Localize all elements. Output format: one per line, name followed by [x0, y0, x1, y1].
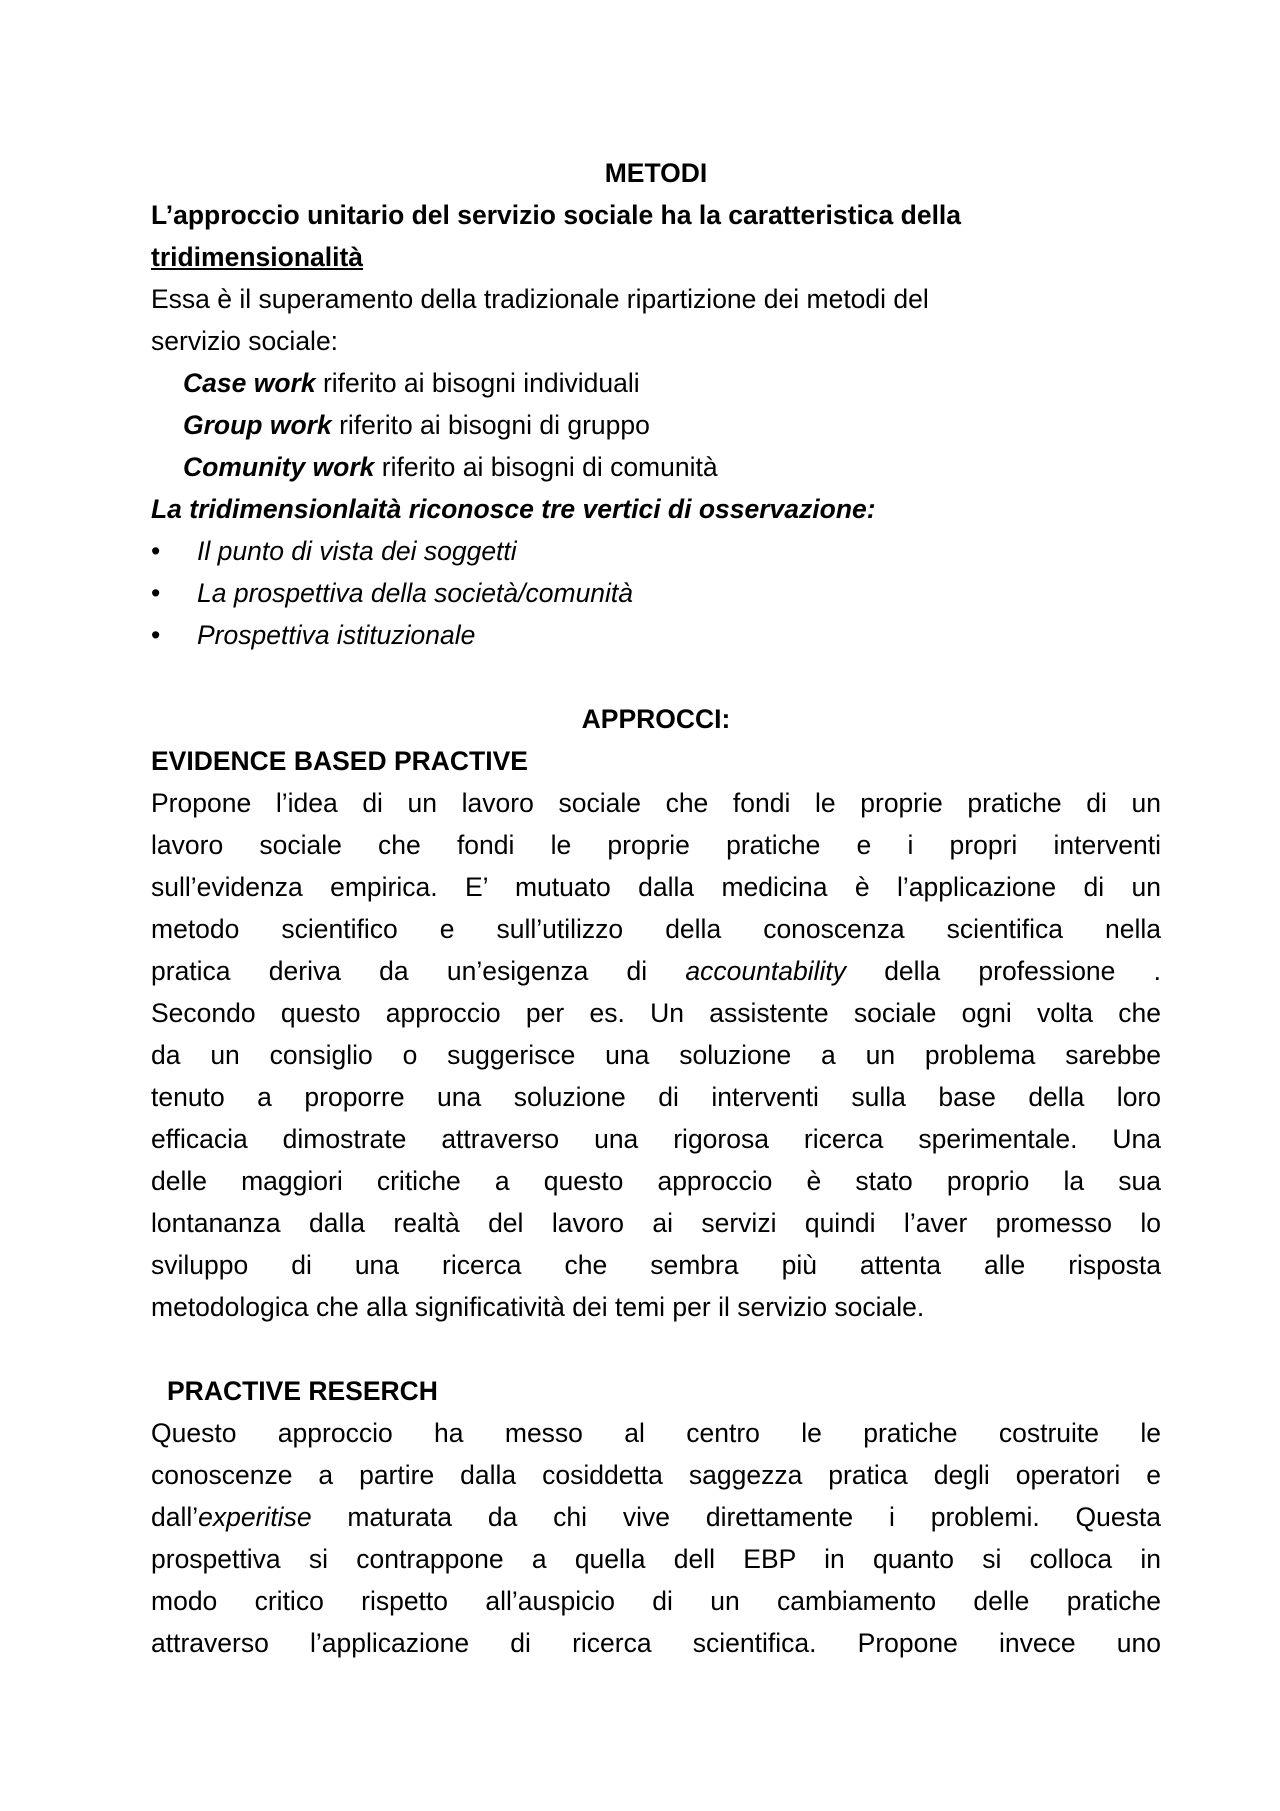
para1-line-1: Essa è il superamento della tradizionale ripartizione dei metodi del — [151, 284, 929, 314]
bullet-text: La prospettiva della società/comunità — [197, 578, 634, 608]
ebp-line: tenuto a proporre una soluzione di interventi sulla base della loro — [151, 1082, 1161, 1112]
ebp-line: delle maggiori critiche a questo approccio è stato proprio la sua — [151, 1166, 1161, 1196]
ebp-line: lavoro sociale che fondi le proprie pratiche e i propri interventi — [151, 830, 1161, 860]
pr-line: prospettiva si contrappone a quella dell EBP in quanto si colloca in — [151, 1544, 1161, 1574]
ebp-line: efficacia dimostrate attraverso una rigorosa ricerca sperimentale. Una — [151, 1124, 1161, 1154]
tridim-heading: La tridimensionlaità riconosce tre vertici di osservazione: — [151, 494, 876, 524]
spacer — [151, 1328, 1161, 1370]
ebp-line: sull’evidenza empirica. E’ mutuato dalla medicina è l’applicazione di un — [151, 872, 1161, 902]
pr-line: Questo approccio ha messo al centro le pratiche costruite le — [151, 1418, 1161, 1448]
ebp-line-5-head: pratica deriva da un’esigenza di — [151, 956, 686, 986]
spacer — [151, 656, 1161, 698]
ebp-paragraph — [151, 782, 1161, 1328]
para1-line-2: servizio sociale: — [151, 326, 339, 356]
method-term: Comunity work — [183, 452, 375, 482]
method-term: Group work — [183, 410, 332, 440]
bullet-icon: • — [151, 578, 161, 608]
document-page — [151, 152, 1161, 1664]
pr-line-3-tail: maturata da chi vive direttamente i problemi. Questa — [311, 1502, 1161, 1532]
method-desc: riferito ai bisogni di comunità — [374, 452, 718, 482]
bullet-text: Prospettiva istituzionale — [197, 620, 476, 650]
pr-paragraph — [151, 1412, 1161, 1664]
pr-line: modo critico rispetto all’auspicio di un cambiamento delle pratiche — [151, 1586, 1161, 1616]
intro-line-2: tridimensionalità — [151, 242, 364, 272]
ebp-line: sviluppo di una ricerca che sembra più attenta alle risposta — [151, 1250, 1161, 1280]
bullet-icon: • — [151, 536, 161, 566]
pr-line: conoscenze a partire dalla cosiddetta saggezza pratica degli operatori e — [151, 1460, 1161, 1490]
intro-line-1: L’approccio unitario del servizio sociale ha la caratteristica della — [151, 200, 962, 230]
bullet-text: Il punto di vista dei soggetti — [197, 536, 517, 566]
ebp-line: Propone l’idea di un lavoro sociale che fondi le proprie pratiche di un — [151, 788, 1161, 818]
bullet-list — [151, 530, 1161, 656]
ebp-line-5 — [151, 950, 1161, 992]
pr-experitise: experitise — [198, 1502, 312, 1532]
method-item — [151, 404, 1161, 446]
method-item — [151, 446, 1161, 488]
ebp-line: metodo scientifico e sull’utilizzo della conoscenza scientifica nella — [151, 914, 1161, 944]
pr-heading: PRACTIVE RESERCH — [167, 1376, 438, 1406]
bullet-item — [151, 614, 1161, 656]
pr-line-3-head: dall’ — [151, 1502, 199, 1532]
ebp-heading: EVIDENCE BASED PRACTIVE — [151, 746, 528, 776]
approcci-title: APPROCCI: — [581, 704, 731, 734]
ebp-line: lontananza dalla realtà del lavoro ai servizi quindi l’aver promesso lo — [151, 1208, 1161, 1238]
method-desc: riferito ai bisogni individuali — [315, 368, 640, 398]
pr-line: attraverso l’applicazione di ricerca scientifica. Propone invece uno — [151, 1628, 1161, 1658]
bullet-icon: • — [151, 620, 161, 650]
method-term: Case work — [183, 368, 316, 398]
page-title: METODI — [604, 158, 708, 188]
ebp-line: Secondo questo approccio per es. Un assistente sociale ogni volta che — [151, 998, 1161, 1028]
ebp-line: metodologica che alla significatività dei temi per il servizio sociale. — [151, 1292, 925, 1322]
ebp-line: da un consiglio o suggerisce una soluzione a un problema sarebbe — [151, 1040, 1161, 1070]
method-desc: riferito ai bisogni di gruppo — [331, 410, 650, 440]
bullet-item — [151, 572, 1161, 614]
ebp-line-5-tail: della professione . — [845, 956, 1161, 986]
method-item — [151, 362, 1161, 404]
bullet-item — [151, 530, 1161, 572]
pr-line-3 — [151, 1496, 1161, 1538]
ebp-accountability: accountability — [685, 956, 846, 986]
